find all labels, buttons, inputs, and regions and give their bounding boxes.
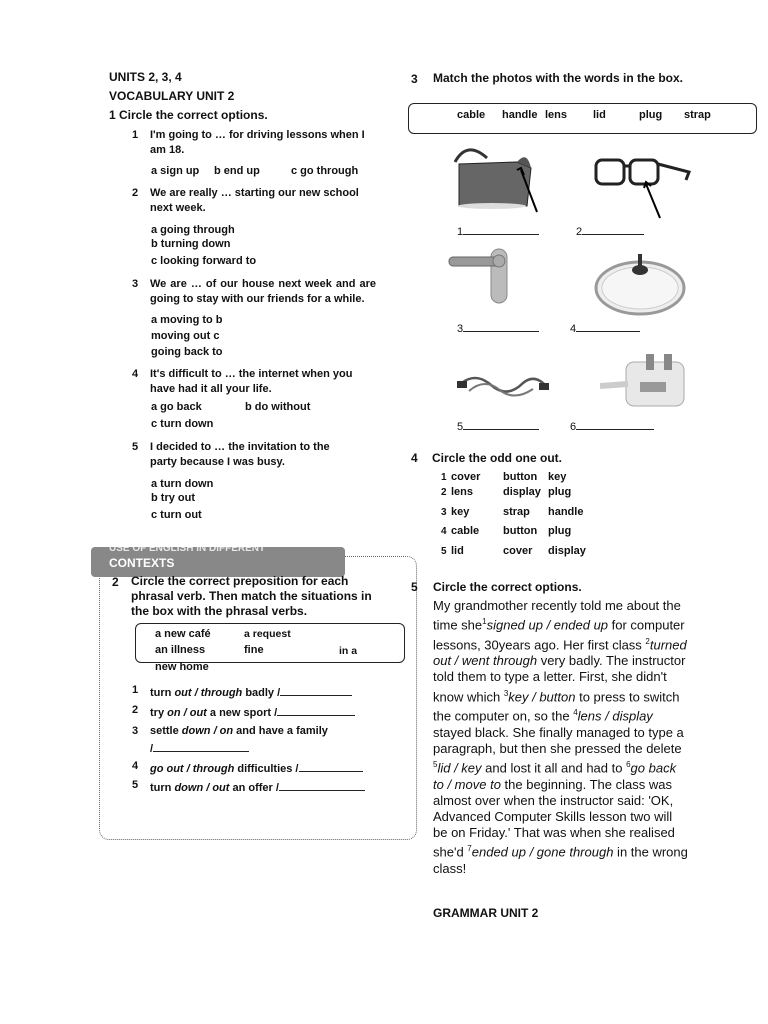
- q3-number: 3: [132, 278, 139, 290]
- ex3-number: 3: [411, 72, 418, 86]
- q3-text: We are … of our house next week and are going to stay with our friends for a while.: [150, 278, 376, 305]
- photo-bag: [447, 140, 547, 220]
- q3-option-b[interactable]: moving out c: [151, 330, 220, 342]
- photo-plug: [600, 352, 690, 412]
- ex2-item2: [150, 704, 355, 719]
- ex4-row3-word3[interactable]: handle: [548, 506, 584, 518]
- ex4-row4-word1[interactable]: cable: [451, 525, 480, 537]
- ex2-item3-cont: [150, 740, 249, 755]
- ex4-row1-word2[interactable]: button: [503, 471, 538, 483]
- photo-6-answer-blank[interactable]: [576, 418, 654, 430]
- q5-text: I decided to … the invitation to the party because I was busy.: [150, 441, 330, 468]
- ex4-row5-word3[interactable]: display: [548, 545, 586, 557]
- ex2-item1: [150, 684, 352, 699]
- photo-label-6: [570, 418, 654, 433]
- ex4-row2-word1[interactable]: lens: [451, 486, 474, 498]
- word-lens: lens: [545, 109, 568, 121]
- q2-option-c[interactable]: c looking forward to: [151, 255, 257, 267]
- ex4-row2-word2[interactable]: display: [503, 486, 541, 498]
- ex4-row4-word2[interactable]: button: [503, 525, 538, 537]
- ex4-row2-word3[interactable]: plug: [548, 486, 572, 498]
- ex2-item4-answer-blank[interactable]: [299, 760, 363, 772]
- ex4-row3-word2[interactable]: strap: [503, 506, 530, 518]
- photo-1-answer-blank[interactable]: [463, 223, 539, 235]
- ex4-row1-word3[interactable]: key: [548, 471, 567, 483]
- ex2-item1-pre: turn: [150, 687, 175, 699]
- photo-label-5: [457, 418, 539, 433]
- ex2-item5: [150, 779, 365, 794]
- gap-6-options[interactable]: go back to / move to: [433, 760, 677, 792]
- story-text-8: in the wrong class!: [433, 844, 688, 877]
- photo-label-1-number: 1: [457, 226, 464, 238]
- ex2-item3-number: 3: [132, 725, 139, 737]
- grammar-heading: GRAMMAR UNIT 2: [433, 906, 539, 920]
- gap-1-options[interactable]: signed up / ended up: [486, 617, 609, 633]
- units-heading: UNITS 2, 3, 4: [109, 70, 182, 84]
- ex4-title: Circle the odd one out.: [432, 451, 563, 465]
- vocab-heading: VOCABULARY UNIT 2: [109, 89, 235, 103]
- ex4-row2-number: 2: [441, 487, 447, 498]
- ex4-row1-number: 1: [441, 472, 447, 483]
- banner-bottom-text: CONTEXTS: [109, 556, 175, 570]
- photo-3-answer-blank[interactable]: [463, 320, 539, 332]
- q3-option-a[interactable]: a moving to b: [151, 314, 223, 326]
- q1-text: I'm going to … for driving lessons when I am 18.: [150, 129, 365, 156]
- ex4-row4-number: 4: [441, 526, 447, 537]
- photo-label-2: [576, 223, 644, 238]
- ex5-number: 5: [411, 580, 418, 594]
- q5-number: 5: [132, 441, 139, 453]
- photo-2-answer-blank[interactable]: [582, 223, 644, 235]
- photo-label-5-number: 5: [457, 421, 464, 433]
- gap-3-number: 3: [503, 688, 509, 698]
- story-text-5: stayed black. She finally managed to type a paragraph, but then she pressed the delete: [433, 724, 684, 756]
- photo-pot-lid: [594, 248, 686, 318]
- ex2-item3-options[interactable]: down / on: [181, 725, 234, 737]
- word-lid: lid: [593, 109, 606, 121]
- q2-number: 2: [132, 187, 139, 199]
- ex2-item4: [150, 760, 363, 775]
- photo-4-answer-blank[interactable]: [576, 320, 640, 332]
- ex2-item3-pre: settle: [150, 725, 182, 737]
- ex2-item2-post: a new sport /: [206, 707, 278, 719]
- q2-option-b[interactable]: b turning down: [151, 238, 231, 250]
- word-plug: plug: [639, 109, 663, 121]
- ex4-row4-word3[interactable]: plug: [548, 525, 572, 537]
- gap-3-options[interactable]: key / button: [508, 689, 576, 704]
- q3-option-c[interactable]: going back to: [151, 346, 223, 358]
- q5-option-a[interactable]: a turn down: [151, 478, 214, 490]
- gap-4-options[interactable]: lens / display: [577, 708, 653, 724]
- photo-label-4-number: 4: [570, 323, 577, 335]
- ex4-row3-word1[interactable]: key: [451, 506, 470, 518]
- ex2-item3-slash: /: [150, 743, 154, 755]
- story-text-7: the beginning. The class was almost over when the instructor said: 'OK, Advanced Computer Skills lesson two will be on Friday.' That was when she realised she'd: [433, 776, 675, 860]
- gap-2-number: 2: [645, 636, 650, 646]
- ex4-row1-word1[interactable]: cover: [451, 471, 481, 483]
- gap-5-options[interactable]: lid / key: [437, 760, 482, 776]
- word-strap: strap: [684, 109, 711, 121]
- banner-top-text: USE OF ENGLISH IN DIFFERENT: [109, 543, 266, 554]
- photo-cable: [455, 365, 550, 405]
- ex2-item4-post: difficulties /: [234, 763, 299, 775]
- story-text-4: to press to switch the computer on, so the: [433, 689, 680, 724]
- ex4-row5-word2[interactable]: cover: [503, 545, 533, 557]
- q4-number: 4: [132, 368, 139, 380]
- ex2-item2-pre: try: [150, 707, 168, 719]
- photo-label-4: [570, 320, 640, 335]
- ex2-item3: [150, 725, 328, 737]
- ex2-item5-pre: turn: [150, 782, 175, 794]
- ex3-title: Match the photos with the words in the box.: [433, 71, 683, 85]
- word-cable: cable: [457, 109, 486, 121]
- ex2-item2-options[interactable]: on / out: [167, 707, 207, 719]
- situation-a-request: a request: [244, 628, 291, 640]
- ex2-item1-answer-blank[interactable]: [280, 684, 352, 696]
- gap-1-number: 1: [482, 617, 487, 627]
- ex2-item5-answer-blank[interactable]: [279, 779, 365, 791]
- gap-6-number: 6: [626, 760, 631, 770]
- q4-option-b[interactable]: b do without: [245, 401, 311, 413]
- q1-option-c[interactable]: c go through: [291, 165, 359, 177]
- q1-option-b[interactable]: b end up: [214, 165, 260, 177]
- story-text-2: for computer lessons, 30years ago. Her first class: [433, 617, 685, 653]
- story-text-6: and lost it all and had to: [481, 760, 627, 776]
- ex1-title: 1 Circle the correct options.: [109, 108, 268, 122]
- q2-option-a[interactable]: a going through: [151, 224, 235, 236]
- gap-2-options[interactable]: turned out / went through: [433, 637, 687, 669]
- ex2-item1-options[interactable]: out / through: [174, 687, 243, 699]
- q4-option-c[interactable]: c turn down: [151, 418, 214, 430]
- ex4-number: 4: [411, 451, 418, 465]
- photo-label-6-number: 6: [570, 421, 577, 433]
- story-text-3: very badly. The instructor told them to type a letter. First, she didn't know which: [433, 653, 686, 704]
- gap-7-number: 7: [467, 844, 472, 854]
- photo-label-3: [457, 320, 539, 335]
- photo-label-3-number: 3: [457, 323, 464, 335]
- situation-new-home: new home: [155, 661, 209, 673]
- ex2-item4-number: 4: [132, 760, 139, 772]
- situation-in-a: in a: [339, 645, 358, 657]
- word-handle: handle: [502, 109, 538, 121]
- photo-5-answer-blank[interactable]: [463, 418, 539, 430]
- ex2-item2-number: 2: [132, 704, 139, 716]
- ex4-row5-word1[interactable]: lid: [451, 545, 464, 557]
- situation-an-illness: an illness: [155, 644, 206, 656]
- q4-text: It's difficult to … the internet when you have had it all your life.: [150, 368, 353, 395]
- photo-glasses: [594, 152, 694, 222]
- photo-door-handle: [447, 245, 517, 305]
- ex4-row5-number: 5: [441, 546, 447, 557]
- gap-4-number: 4: [573, 708, 578, 718]
- ex2-item5-number: 5: [132, 779, 139, 791]
- section-banner: [91, 543, 345, 577]
- q2-text: We are really … starting our new school next week.: [150, 187, 359, 214]
- gap-7-options[interactable]: ended up / gone through: [471, 844, 614, 860]
- photo-label-2-number: 2: [576, 226, 583, 238]
- ex2-item1-number: 1: [132, 684, 139, 696]
- ex2-item1-post: badly /: [242, 687, 281, 699]
- q4-option-a[interactable]: a go back: [151, 401, 202, 413]
- gap-5-number: 5: [433, 760, 438, 770]
- photo-label-1: [457, 223, 539, 238]
- story-text-1: My grandmother recently told me about the time she: [433, 598, 681, 633]
- ex4-row3-number: 3: [441, 507, 447, 518]
- ex2-item2-answer-blank[interactable]: [277, 704, 355, 716]
- q5-option-b[interactable]: b try out: [151, 492, 195, 504]
- situation-a-new-cafe: a new café: [155, 628, 211, 640]
- ex5-story: [433, 598, 688, 877]
- q5-option-c[interactable]: c turn out: [151, 509, 202, 521]
- situation-fine: fine: [244, 644, 264, 656]
- ex5-title: Circle the correct options.: [433, 580, 582, 594]
- q1-number: 1: [132, 129, 139, 141]
- ex2-item5-options[interactable]: down / out: [174, 782, 230, 794]
- ex2-item5-post: an offer /: [229, 782, 279, 794]
- ex2-item3-answer-blank[interactable]: [153, 740, 249, 752]
- ex2-number: 2: [112, 575, 119, 589]
- ex2-item4-options[interactable]: go out / through: [150, 763, 235, 775]
- q1-option-a[interactable]: a sign up: [151, 165, 200, 177]
- ex2-title: Circle the correct preposition for each phrasal verb. Then match the situations in the box with the phrasal verbs.: [131, 574, 372, 618]
- ex2-item3-post: and have a family: [233, 725, 328, 737]
